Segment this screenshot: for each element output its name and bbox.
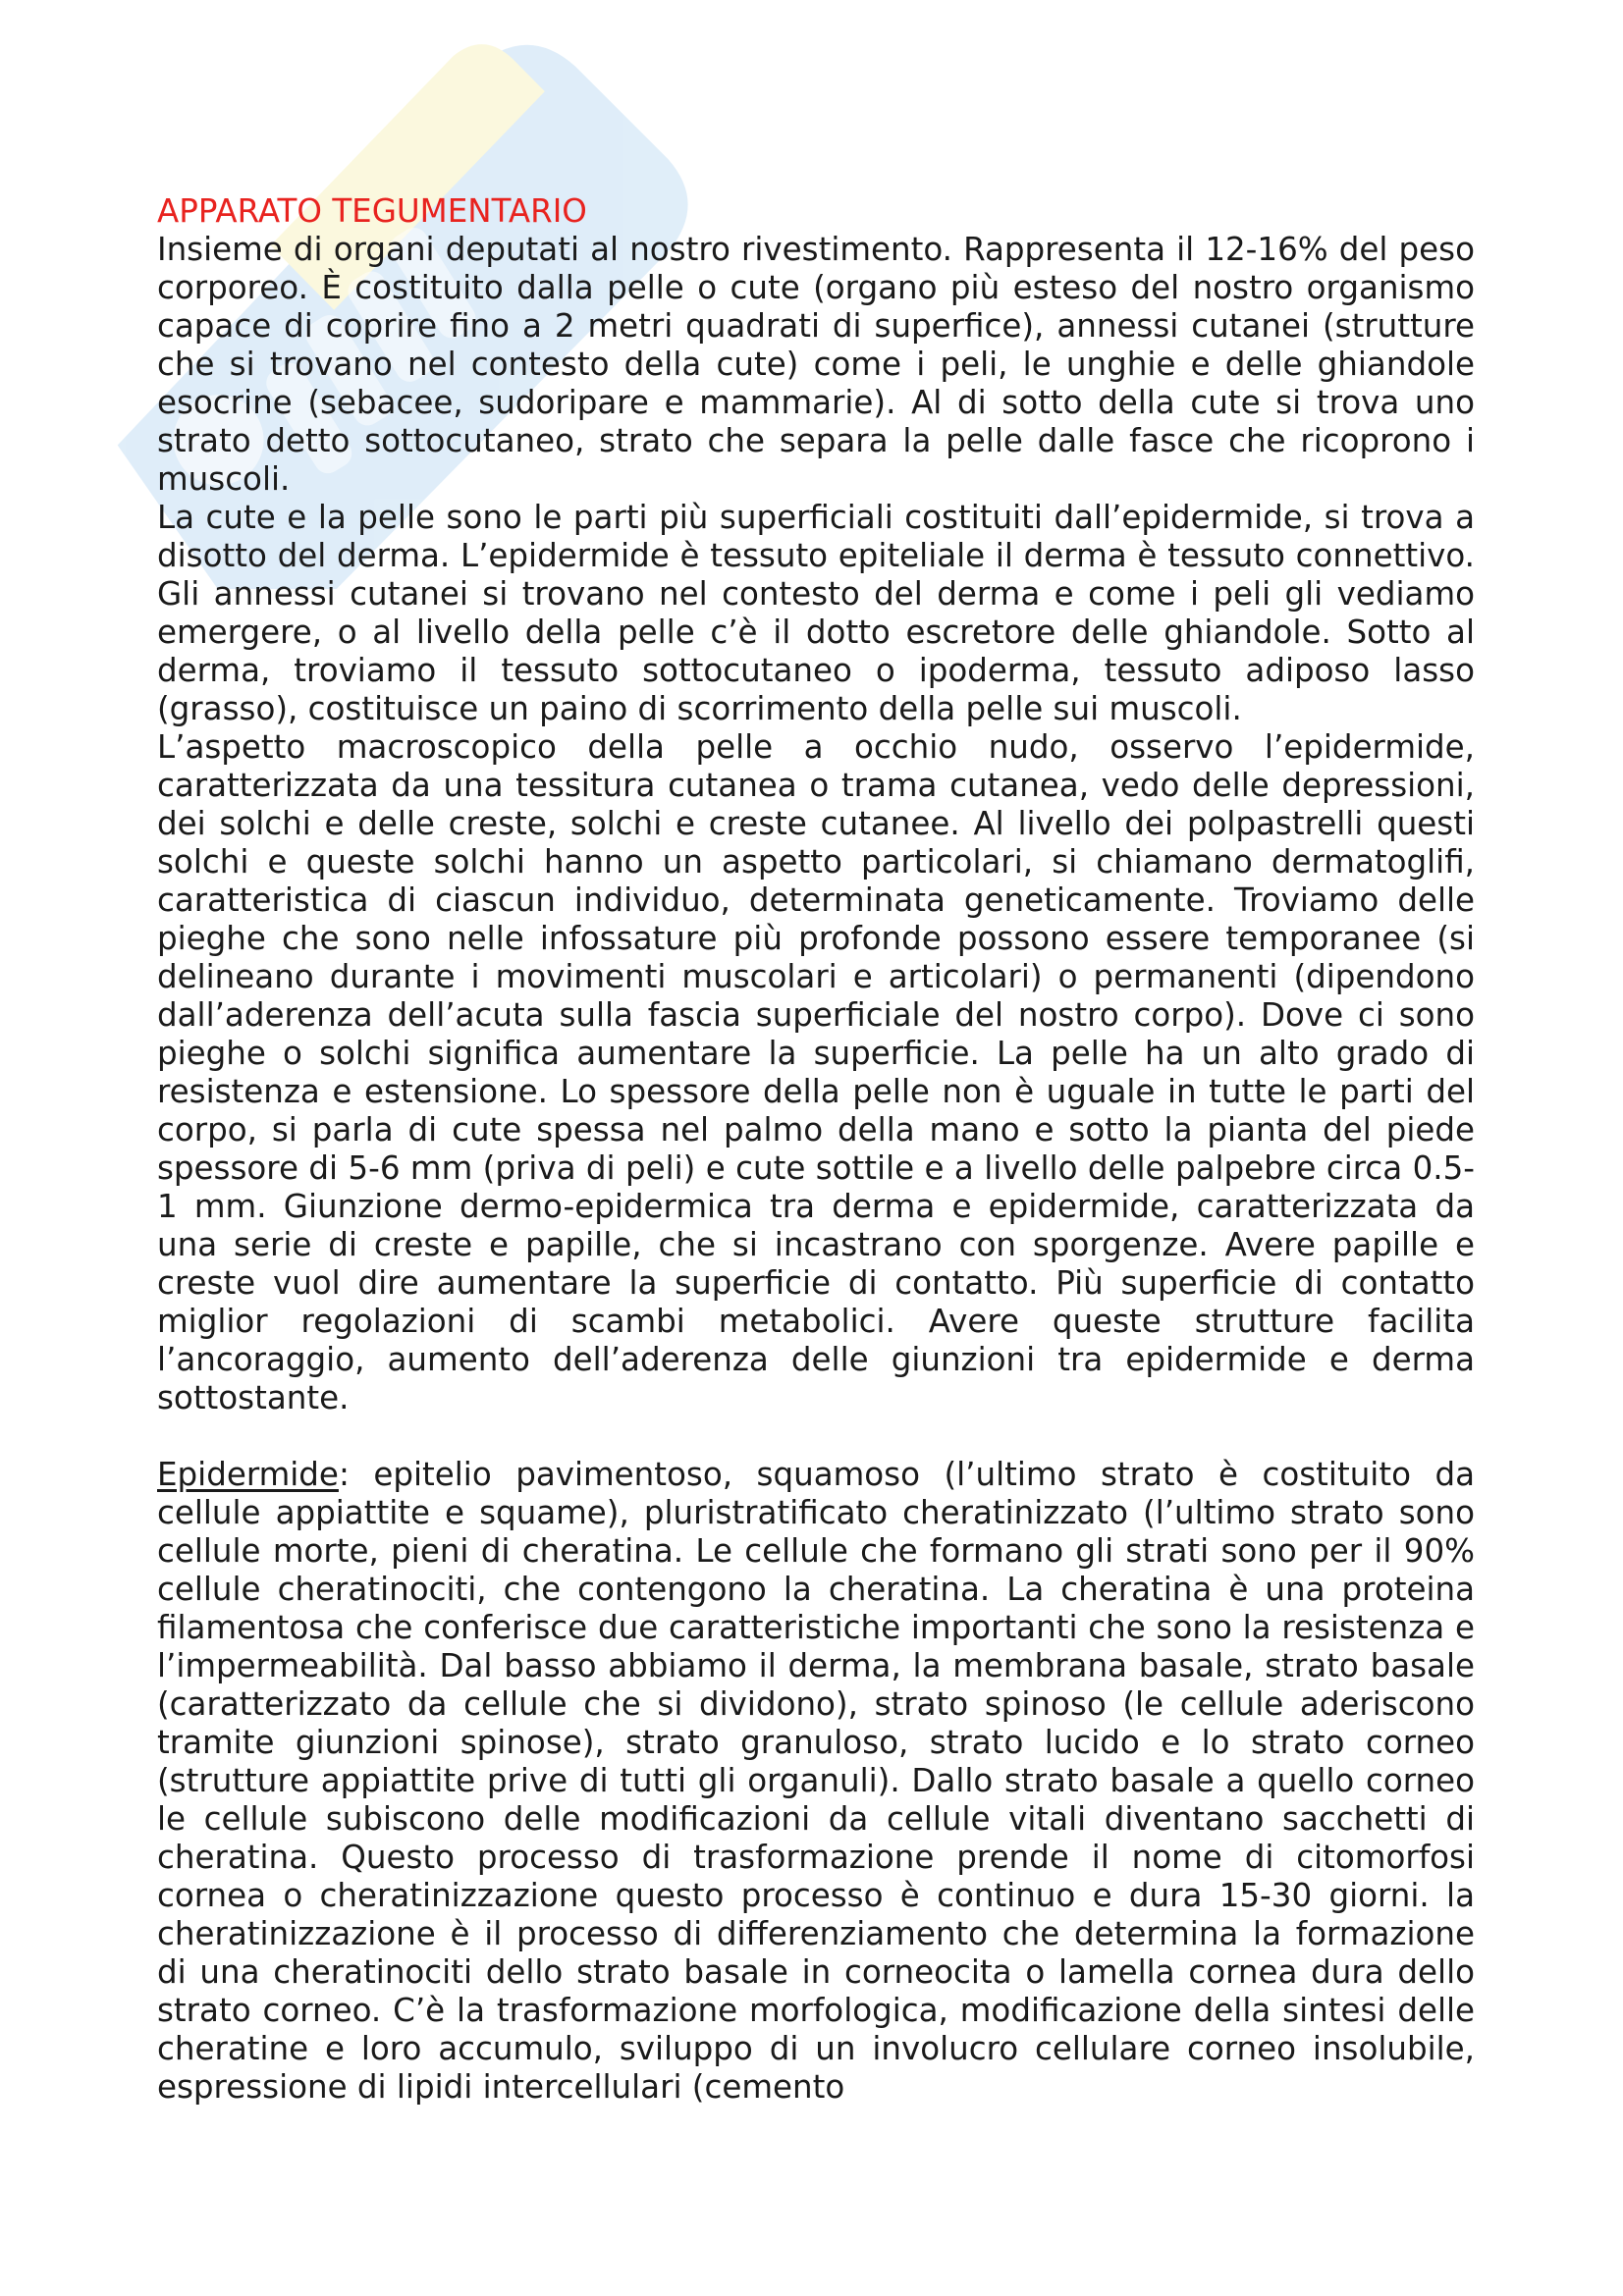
paragraph-macroscopico: L’aspetto macroscopico della pelle a occhio nudo, osservo l’epidermide, caratterizzata da una tessitura cutanea o trama cutanea, vedo delle depressioni, dei solchi e delle creste, solchi e creste cutanee. Al livello dei polpastrelli questi solchi e queste solchi hanno un aspetto particolari, si chiamano dermatoglifi, caratteristica di ciascun individuo, determinata geneticamente. Troviamo delle pieghe che sono nelle infossature più profonde possono essere temporanee (si delineano durante i movimenti muscolari e articolari) o permanenti (dipendono dall’aderenza dell’acuta sulla fascia superficiale del nostro corpo). Dove ci sono pieghe o solchi significa aumentare la superficie. La pelle ha un alto grado di resistenza e estensione. Lo spessore della pelle non è uguale in tutte le parti del corpo, si parla di cute spessa nel palmo della mano e sotto la pianta del piede spessore di 5-6 mm (priva di peli) e cute sottile e a livello delle palpebre circa 0.5-1 mm. Giunzione dermo-epidermica tra derma e epidermide, caratterizzata da una serie di creste e papille, che si incastrano con sporgenze. Avere papille e creste vuol dire aumentare la superficie di contatto. Più superficie di contatto miglior regolazioni di scambi metabolici. Avere queste strutture facilita l’ancoraggio, aumento dell’aderenza delle giunzioni tra epidermide e derma sottostante.: [157, 728, 1475, 1416]
paragraph-spacer: [157, 1417, 1475, 1456]
paragraph-epidermide: [157, 1456, 1475, 2107]
paragraph-intro: Insieme di organi deputati al nostro rivestimento. Rappresenta il 12-16% del peso corporeo. È costituito dalla pelle o cute (organo più esteso del nostro organismo capace di coprire fino a 2 metri quadrati di superfice), annessi cutanei (strutture che si trovano nel contesto della cute) come i peli, le unghie e delle ghiandole esocrine (sebacee, sudoripare e mammarie). Al di sotto della cute si trova uno strato detto sottocutaneo, strato che separa la pelle dalle fasce che ricoprono i muscoli.: [157, 231, 1475, 498]
document-title: APPARATO TEGUMENTARIO: [157, 192, 587, 230]
document-page: [157, 192, 1475, 2107]
epidermide-text: : epitelio pavimentoso, squamoso (l’ultimo strato è costituito da cellule appiattite e squame), pluristratificato cheratinizzato (l’ultimo strato sono cellule morte, pieni di cheratina. Le cellule che formano gli strati sono per il 90% cellule cheratinociti, che contengono la cheratina. La cheratina è una proteina filamentosa che conferisce due caratteristiche importanti che sono la resistenza e l’impermeabilità. Dal basso abbiamo il derma, la membrana basale, strato basale (caratterizzato da cellule che si dividono), strato spinoso (le cellule aderiscono tramite giunzioni spinose), strato granuloso, strato lucido e lo strato corneo (strutture appiattite prive di tutti gli organuli). Dallo strato basale a quello corneo le cellule subiscono delle modificazioni da cellule vitali diventano sacchetti di cheratina. Questo processo di trasformazione prende il nome di citomorfosi cornea o cheratinizzazione questo processo è continuo e dura 15-30 giorni. la cheratinizzazione è il processo di differenziamento che determina la formazione di una cheratinociti dello strato basale in corneocita o lamella cornea dura dello strato corneo. C’è la trasformazione morfologica, modificazione della sintesi delle cheratine e loro accumulo, sviluppo di un involucro cellulare corneo insolubile, espressione di lipidi intercellulari (cemento: [157, 1456, 1475, 2106]
paragraph-cute: La cute e la pelle sono le parti più superficiali costituiti dall’epidermide, si trova a disotto del derma. L’epidermide è tessuto epiteliale il derma è tessuto connettivo. Gli annessi cutanei si trovano nel contesto del derma e come i peli gli vediamo emergere, o al livello della pelle c’è il dotto escretore delle ghiandole. Sotto al derma, troviamo il tessuto sottocutaneo o ipoderma, tessuto adiposo lasso (grasso), costituisce un paino di scorrimento della pelle sui muscoli.: [157, 499, 1475, 727]
epidermide-term: Epidermide: [157, 1456, 339, 1493]
